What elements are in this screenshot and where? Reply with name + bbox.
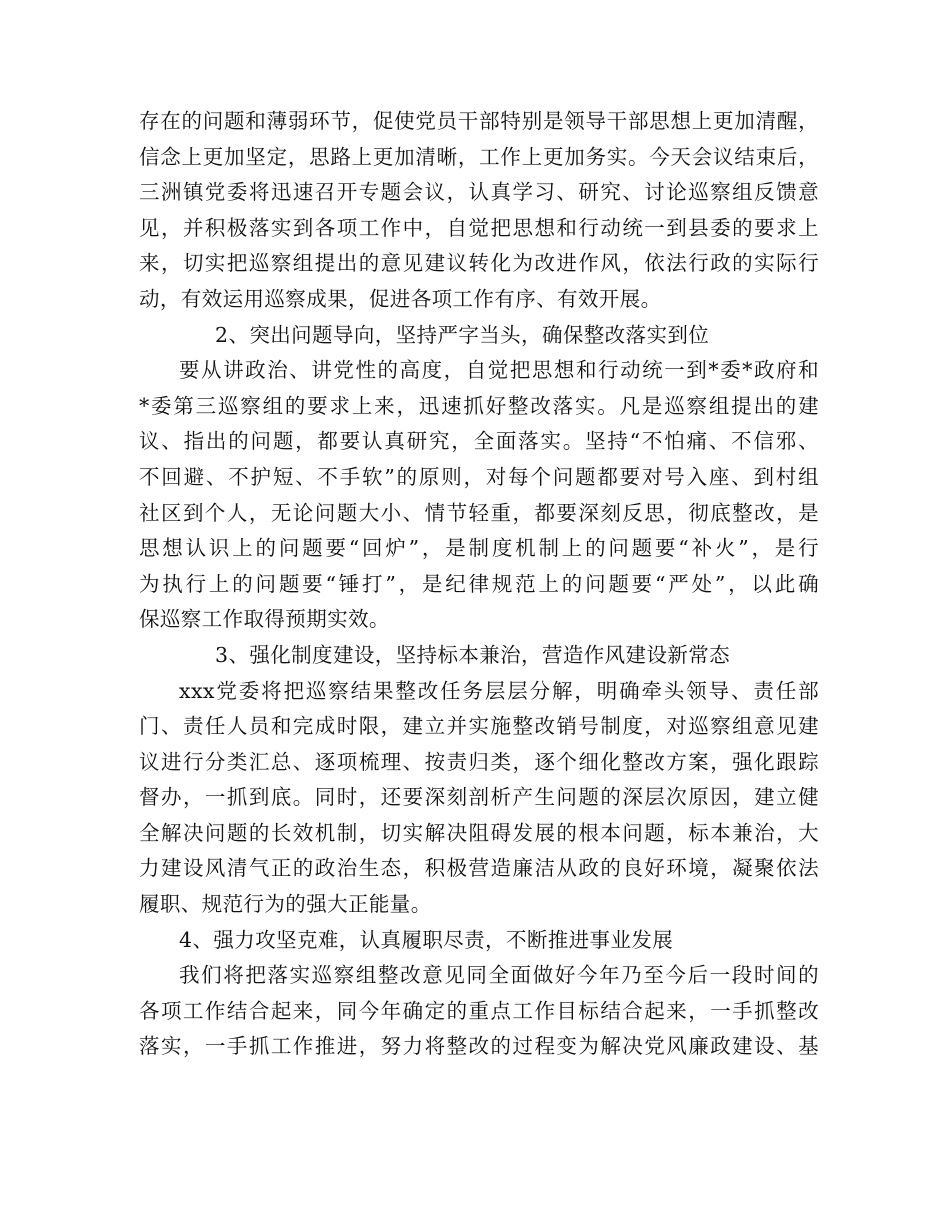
text-line: xxx党委将把巡察结果整改任务层层分解，明确牵头领导、责任部 — [179, 678, 819, 703]
text-line: 存在的问题和薄弱环节，促使党员干部特别是领导干部思想上更加清醒， — [139, 109, 819, 133]
text-line: 保巡察工作取得预期实效。 — [139, 607, 390, 632]
text-line: 落实，一手抓工作推进，努力将整改的过程变为解决党风廉政建设、基 — [139, 1034, 819, 1059]
document-body — [139, 104, 819, 1065]
text-line: 见，并积极落实到各项工作中，自觉把思想和行动统一到县委的要求上 — [139, 215, 819, 240]
text-line: *委第三巡察组的要求上来，迅速抓好整改落实。凡是巡察组提出的建 — [139, 393, 819, 418]
text-line: 不回避、不护短、不手软”的原则，对每个问题都要对号入座、到村组 — [139, 464, 819, 489]
text-line: 信念上更加坚定，思路上更加清晰，工作上更加务实。今天会议结束后， — [139, 144, 819, 169]
text-line: 门、责任人员和完成时限，建立并实施整改销号制度，对巡察组意见建 — [139, 714, 819, 739]
section-heading-3: 3、强化制度建设，坚持标本兼治，营造作风建设新常态 — [215, 642, 731, 667]
text-line: 议、指出的问题，都要认真研究，全面落实。坚持“不怕痛、不信邪、 — [139, 429, 819, 454]
text-line: 各项工作结合起来，同今年确定的重点工作目标结合起来，一手抓整改 — [139, 998, 819, 1023]
text-line: 社区到个人，无论问题大小、情节轻重，都要深刻反思，彻底整改，是 — [139, 500, 819, 525]
section-heading-2: 2、突出问题导向，坚持严字当头，确保整改落实到位 — [215, 322, 710, 347]
text-line: 议进行分类汇总、逐项梳理、按责归类，逐个细化整改方案，强化跟踪 — [139, 749, 819, 774]
text-line: 履职、规范行为的强大正能量。 — [139, 892, 432, 917]
text-line: 督办，一抓到底。同时，还要深刻剖析产生问题的深层次原因，建立健 — [139, 785, 819, 810]
text-line: 要从讲政治、讲党性的高度，自觉把思想和行动统一到*委*政府和 — [179, 358, 819, 383]
text-line: 来，切实把巡察组提出的意见建议转化为改进作风，依法行政的实际行 — [139, 251, 819, 276]
section-heading-4: 4、强力攻坚克难，认真履职尽责，不断推进事业发展 — [179, 927, 674, 952]
text-line: 全解决问题的长效机制，切实解决阻碍发展的根本问题，标本兼治，大 — [139, 820, 819, 845]
text-line: 力建设风清气正的政治生态，积极营造廉洁从政的良好环境，凝聚依法 — [139, 856, 819, 881]
text-line: 思想认识上的问题要“回炉”，是制度机制上的问题要“补火”，是行 — [139, 536, 819, 561]
text-line: 我们将把落实巡察组整改意见同全面做好今年乃至今后一段时间的 — [179, 963, 819, 988]
text-line: 为执行上的问题要“锤打”，是纪律规范上的问题要“严处”，以此确 — [139, 571, 819, 596]
text-line: 动，有效运用巡察成果，促进各项工作有序、有效开展。 — [139, 286, 662, 311]
text-line: 三洲镇党委将迅速召开专题会议，认真学习、研究、讨论巡察组反馈意 — [139, 180, 819, 205]
